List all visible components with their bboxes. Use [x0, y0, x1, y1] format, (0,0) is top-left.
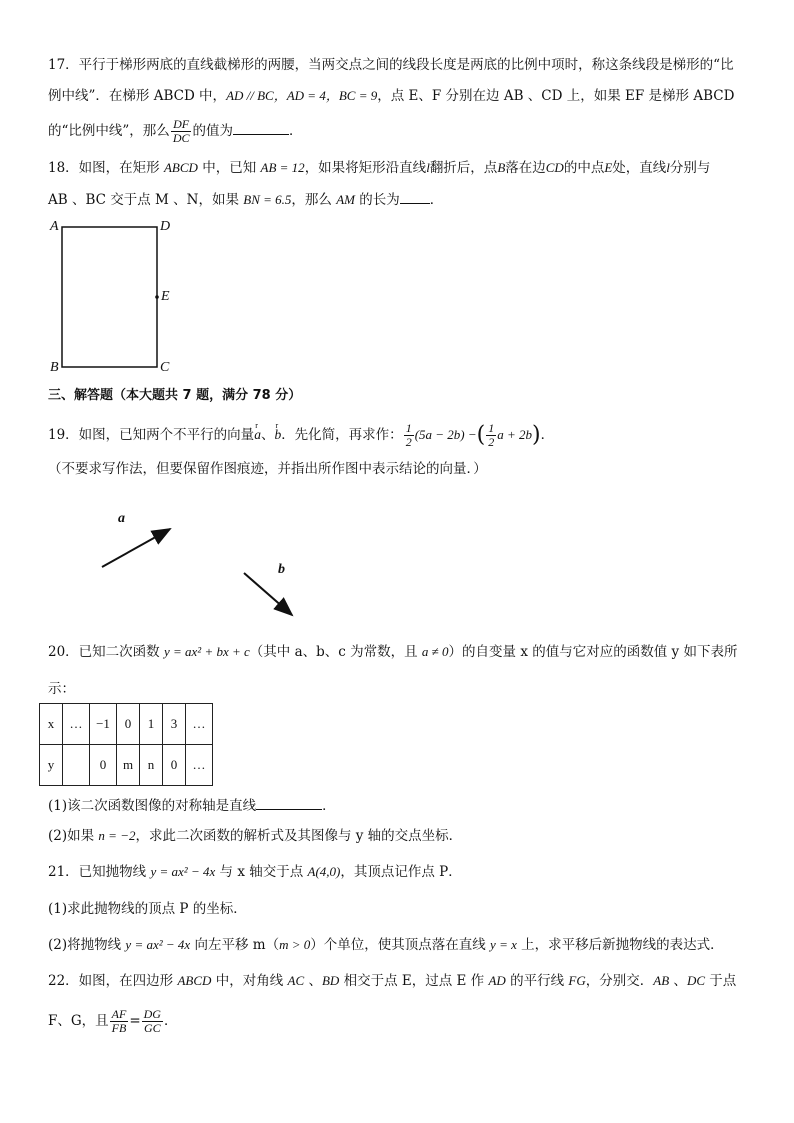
- section-3-title: 三、解答题（本大题共 7 题，满分 78 分）: [48, 388, 302, 403]
- q21-line-1: 21．已知抛物线 y = ax² − 4x 与 x 轴交于点 A(4,0)，其顶点记作点 P．: [48, 864, 462, 880]
- table-cell: 0: [90, 745, 117, 786]
- q17-line-2: 例中线”．在梯形 ABCD 中，AD // BC，AD = 4，BC = 9，点 E、F 分别在边 AB 、CD 上，如果 EF 是梯形 ABCD: [48, 88, 735, 104]
- table-row-x: [40, 704, 213, 745]
- vector-b-label: b: [278, 562, 285, 577]
- q21-sub-1: (1)求此抛物线的顶点 P 的坐标．: [48, 901, 247, 917]
- q17-math-conditions: AD // BC，AD = 4，BC = 9: [226, 88, 378, 103]
- label-e: E: [161, 289, 170, 304]
- table-cell: x: [40, 704, 63, 745]
- table-cell: n: [140, 745, 163, 786]
- vector-a-symbol: r a: [254, 420, 261, 450]
- q20-answer-blank[interactable]: [256, 795, 322, 810]
- q20-line-2: 示：: [48, 681, 75, 697]
- table-cell: …: [63, 704, 90, 745]
- q17-line-3: 的“比例中线”，那么 $\frac{DF}{DC}$ 的值为 ．: [48, 117, 303, 145]
- table-row-y: [40, 745, 213, 786]
- q20-sub-2: (2)如果 n = −2，求此二次函数的解析式及其图像与 y 轴的交点坐标．: [48, 828, 463, 844]
- vector-b-arrow: [244, 573, 292, 615]
- q20-value-table: [39, 703, 213, 786]
- q22-line-1: 22．如图，在四边形 ABCD 中，对角线 AC 、BD 相交于点 E，过点 E 作 AD 的平行线 FG，分别交．AB 、DC 于点: [48, 973, 737, 989]
- table-cell: …: [186, 704, 213, 745]
- vector-a-label: a: [118, 511, 125, 526]
- vector-b-symbol: r b: [274, 420, 281, 450]
- q21-sub-2: (2)将抛物线 y = ax² − 4x 向左平移 m（m > 0）个单位，使其顶点落在直线 y = x 上，求平移后新抛物线的表达式．: [48, 937, 724, 953]
- table-cell: m: [117, 745, 140, 786]
- q22-line-2: F、G，且 $\frac{AF}{FB}$ = $\frac{DG}{GC}$ ．: [48, 1007, 178, 1035]
- table-cell: 0: [117, 704, 140, 745]
- label-d: D: [160, 219, 171, 234]
- table-cell: [63, 745, 90, 786]
- point-e: [155, 295, 159, 299]
- label-c: C: [160, 360, 170, 375]
- q18-answer-blank[interactable]: [400, 189, 430, 204]
- label-a: A: [50, 219, 59, 234]
- q20-sub-1: (1)该二次函数图像的对称轴是直线 ．: [48, 795, 750, 816]
- q19-line-2: （不要求写作法，但要保留作图痕迹，并指出所作图中表示结论的向量．）: [48, 461, 487, 477]
- q17-line-1: 17．平行于梯形两底的直线截梯形的两腰，当两交点之间的线段长度是两底的比例中项时，称这条线段是梯形的“比: [48, 57, 734, 73]
- table-cell: …: [186, 745, 213, 786]
- q19-fraction-2: $\frac{1}{2}$: [488, 421, 495, 449]
- q19-fraction-1: $\frac{1}{2}$: [405, 421, 412, 449]
- rectangle-abcd: [62, 227, 157, 367]
- q20-line-1: 20．已知二次函数 y = ax² + bx + c（其中 a、b、c 为常数，且 a ≠ 0）的自变量 x 的值与它对应的函数值 y 如下表所: [48, 644, 738, 660]
- q18-line-2: AB 、BC 交于点 M 、N，如果 BN = 6.5，那么 AM 的长为 ．: [48, 189, 750, 210]
- label-b: B: [50, 360, 59, 375]
- q17-fraction-df-dc: $\frac{DF}{DC}$: [172, 117, 190, 145]
- q22-fraction-dg-gc: $\frac{DG}{GC}$: [143, 1007, 161, 1035]
- vector-a-arrow: [102, 529, 170, 567]
- table-cell: 0: [163, 745, 186, 786]
- table-cell: 3: [163, 704, 186, 745]
- table-cell: −1: [90, 704, 117, 745]
- table-cell: y: [40, 745, 63, 786]
- q22-fraction-af-fb: $\frac{AF}{FB}$: [111, 1007, 127, 1035]
- q18-line-1: 18．如图，在矩形 ABCD 中，已知 AB = 12，如果将矩形沿直线l翻折后，点B落在边CD的中点E处，直线l分别与: [48, 160, 711, 176]
- q17-answer-blank[interactable]: [233, 120, 289, 135]
- q19-line-1: 19．如图，已知两个不平行的向量r a、r b．先化简，再求作： $\frac{1}{2}$ (5a − 2b) −( $\frac{1}{2}$ a + 2b)．: [48, 420, 750, 451]
- table-cell: 1: [140, 704, 163, 745]
